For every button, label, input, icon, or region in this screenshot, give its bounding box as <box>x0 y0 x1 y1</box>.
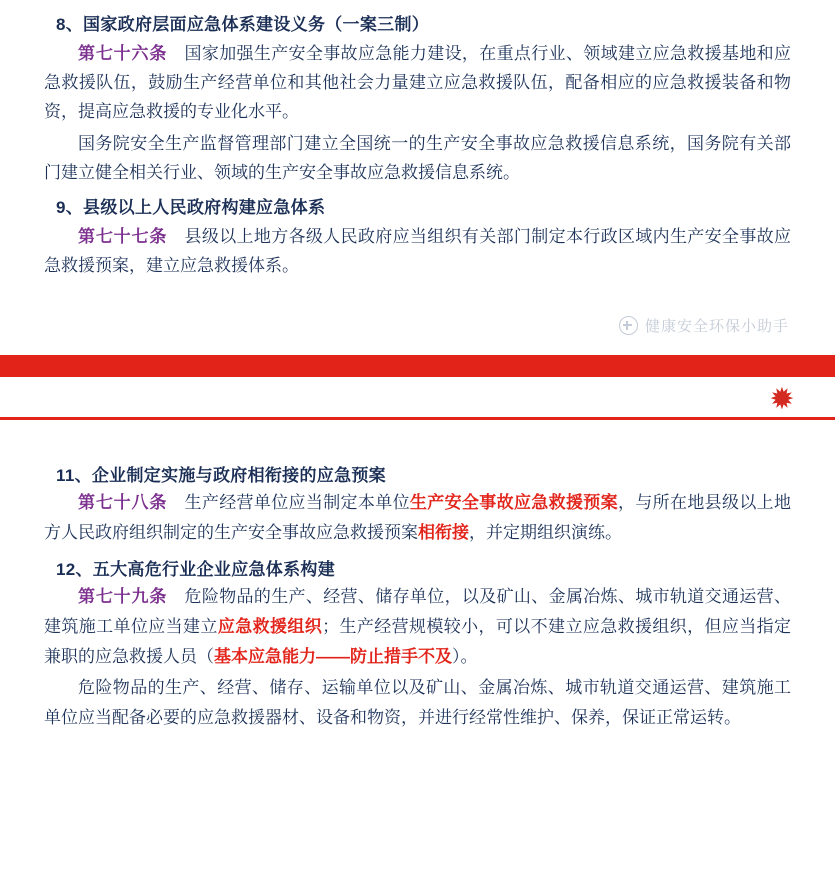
watermark <box>619 315 789 336</box>
paragraph-text: 生产经营单位应当制定本单位 <box>167 492 410 512</box>
paragraph-article-77 <box>44 222 791 280</box>
banner-red-bar <box>0 355 835 377</box>
vertical-spacer <box>0 283 835 311</box>
paragraph-article-78 <box>44 488 791 548</box>
section-heading-11: 11、企业制定实施与政府相衔接的应急预案 <box>56 465 386 485</box>
watermark-text: 健康安全环保小助手 <box>644 317 789 335</box>
paragraph-text: ）。 <box>452 647 478 667</box>
emblem-star-glyph: ✹ <box>769 382 795 416</box>
paragraph-text: ，并定期组织演练。 <box>469 522 622 542</box>
banner-gap <box>0 425 835 461</box>
highlight-text: 基本应急能力——防止措手不及 <box>214 647 452 667</box>
section-heading-8: 8、国家政府层面应急体系建设义务（一案三制） <box>56 15 430 34</box>
upper-content <box>0 0 835 281</box>
section-heading-9: 9、县级以上人民政府构建应急体系 <box>56 198 326 218</box>
paragraph-text: 县级以上地方各级人民政府应当组织有关部门制定本行政区域内生产安全事故应急救援预案，建立应急救援体系。 <box>44 227 791 276</box>
article-number-78: 第七十八条 <box>78 492 168 512</box>
article-number-77: 第七十七条 <box>78 227 168 247</box>
highlight-text: 应急救援组织 <box>217 617 323 637</box>
banner-red-line <box>0 417 835 420</box>
paragraph-text: ；生产经营规模较小，可以不建立应急救援组织，但应当指定兼职的应急救援人员（ <box>44 617 792 667</box>
paragraph-text: 危险物品的生产、经营、储存单位，以及矿山、金属冶炼、城市轨道交通运营、建筑施工单位应当建立 <box>44 587 791 637</box>
article-number-79: 第七十九条 <box>78 587 168 607</box>
section-heading-12: 12、五大高危行业企业应急体系构建 <box>56 560 336 580</box>
lower-content <box>0 461 835 733</box>
paragraph-text: 国家加强生产安全事故应急能力建设，在重点行业、领域建立应急救援基地和应急救援队伍，鼓励生产经营单位和其他社会力量建立应急救援队伍，配备相应的应急救援装备和物资，提高应急救援的专业化水平。 <box>44 44 791 122</box>
highlight-text: 相衔接 <box>418 522 469 542</box>
watermark-row <box>0 311 835 353</box>
paragraph-article-79 <box>44 582 791 672</box>
article-number-76: 第七十六条 <box>78 44 168 63</box>
paragraph-text: ，与所在地县级以上地方人民政府组织制定的生产安全事故应急救援预案 <box>44 492 792 542</box>
paragraph-76-2: 国务院安全生产监督管理部门建立全国统一的生产安全事故应急救援信息系统，国务院有关部门建立健全相关行业、领域的生产安全事故应急救援信息系统。 <box>44 133 791 182</box>
highlight-text: 生产安全事故应急救援预案 <box>409 492 618 512</box>
paragraph-article-76 <box>44 39 791 127</box>
red-banner <box>0 355 835 425</box>
paragraph-79-2: 危险物品的生产、经营、储存、运输单位以及矿山、金属冶炼、城市轨道交通运营、建筑施工单位应当配备必要的应急救援器材、设备和物资，并进行经常性维护、保养，保证正常运转。 <box>44 678 791 728</box>
wechat-plus-icon <box>619 316 638 335</box>
national-emblem-icon <box>765 383 799 417</box>
